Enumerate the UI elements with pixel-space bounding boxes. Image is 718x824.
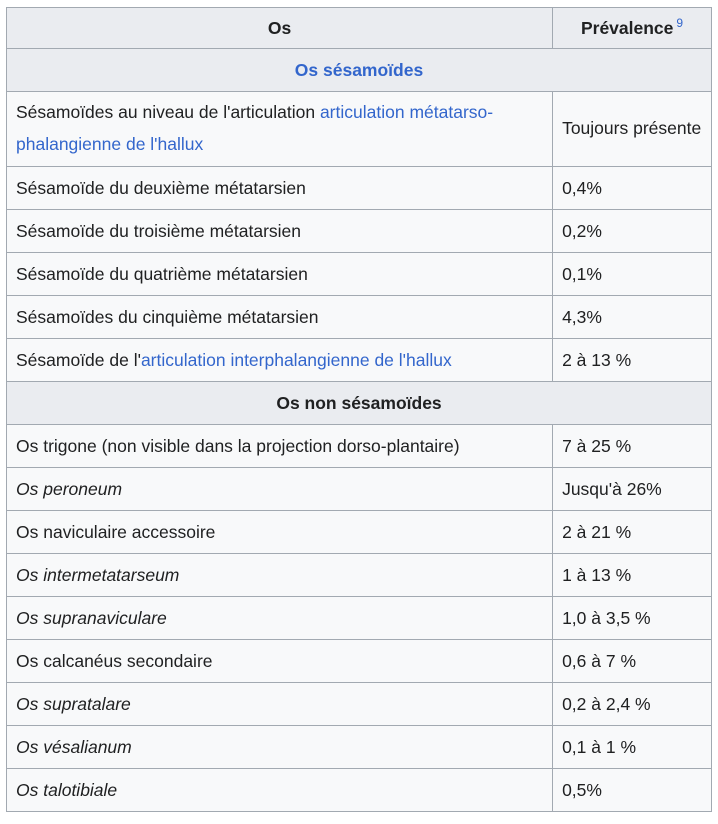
- bone-name-cell: [7, 769, 553, 812]
- bone-name: Os trigone (non visible dans la projection dorso-plantaire): [16, 436, 460, 456]
- bone-name: Sésamoïdes du cinquième métatarsien: [16, 307, 319, 327]
- article-link[interactable]: articulation métatarso-phalangienne de l'hallux: [16, 102, 494, 154]
- accessory-bones-table: [6, 7, 712, 812]
- reference-link[interactable]: 9: [676, 16, 684, 31]
- prevalence-value: 7 à 25 %: [553, 425, 712, 468]
- table-row: [7, 210, 712, 253]
- prevalence-value: 0,5%: [553, 769, 712, 812]
- bone-name: Os supratalare: [16, 694, 131, 714]
- bone-name: Os calcanéus secondaire: [16, 651, 213, 671]
- header-bone: Os: [7, 8, 553, 49]
- bone-name-cell: [7, 726, 553, 769]
- bone-name: Os talotibiale: [16, 780, 118, 800]
- bone-name-cell: [7, 210, 553, 253]
- prevalence-value: 0,4%: [553, 167, 712, 210]
- bone-name-cell: [7, 253, 553, 296]
- prevalence-value: 1,0 à 3,5 %: [553, 597, 712, 640]
- bone-name-cell: [7, 683, 553, 726]
- table-row: [7, 339, 712, 382]
- prevalence-value: 2 à 21 %: [553, 511, 712, 554]
- bone-name-cell: [7, 640, 553, 683]
- prevalence-value: 0,2 à 2,4 %: [553, 683, 712, 726]
- bone-name-cell: [7, 296, 553, 339]
- table-row: [7, 640, 712, 683]
- bone-name: Os naviculaire accessoire: [16, 522, 216, 542]
- bone-name: Sésamoïde du deuxième métatarsien: [16, 178, 306, 198]
- bone-name: Os supranaviculare: [16, 608, 167, 628]
- table-body: [7, 49, 712, 812]
- header-prevalence: [553, 8, 712, 49]
- table-row: [7, 296, 712, 339]
- table-row: [7, 253, 712, 296]
- section-header-row: [7, 49, 712, 92]
- prevalence-value: 2 à 13 %: [553, 339, 712, 382]
- table-row: [7, 92, 712, 167]
- prevalence-value: 4,3%: [553, 296, 712, 339]
- table-row: [7, 726, 712, 769]
- bone-name: Os peroneum: [16, 479, 123, 499]
- prevalence-value: 0,1%: [553, 253, 712, 296]
- bone-name: Sésamoïde du troisième métatarsien: [16, 221, 301, 241]
- prevalence-value: Jusqu'à 26%: [553, 468, 712, 511]
- table-row: [7, 511, 712, 554]
- table-row: [7, 554, 712, 597]
- section-title[interactable]: Os sésamoïdes: [7, 49, 712, 92]
- bone-name-cell: [7, 597, 553, 640]
- bone-name-cell: [7, 511, 553, 554]
- bone-name: Sésamoïdes au niveau de l'articulation: [16, 102, 320, 122]
- bone-name-cell: [7, 167, 553, 210]
- bone-name: Os vésalianum: [16, 737, 132, 757]
- section-title: Os non sésamoïdes: [7, 382, 712, 425]
- prevalence-value: 0,6 à 7 %: [553, 640, 712, 683]
- prevalence-value: 1 à 13 %: [553, 554, 712, 597]
- table-container: [6, 7, 712, 812]
- bone-name-cell: [7, 339, 553, 382]
- section-header-row: [7, 382, 712, 425]
- bone-name: Os intermetatarseum: [16, 565, 180, 585]
- bone-name: Sésamoïde de l': [16, 350, 141, 370]
- table-row: [7, 597, 712, 640]
- bone-name-cell: [7, 554, 553, 597]
- prevalence-value: 0,1 à 1 %: [553, 726, 712, 769]
- table-row: [7, 769, 712, 812]
- table-row: [7, 425, 712, 468]
- table-row: [7, 683, 712, 726]
- bone-name: Sésamoïde du quatrième métatarsien: [16, 264, 308, 284]
- article-link[interactable]: articulation interphalangienne de l'hallux: [140, 350, 452, 370]
- table-row: [7, 167, 712, 210]
- bone-name-cell: [7, 92, 553, 167]
- table-header-row: [7, 8, 712, 49]
- header-prevalence-label: Prévalence: [580, 18, 674, 38]
- prevalence-value: Toujours présente: [553, 92, 712, 167]
- bone-name-cell: [7, 468, 553, 511]
- bone-name-cell: [7, 425, 553, 468]
- prevalence-value: 0,2%: [553, 210, 712, 253]
- table-row: [7, 468, 712, 511]
